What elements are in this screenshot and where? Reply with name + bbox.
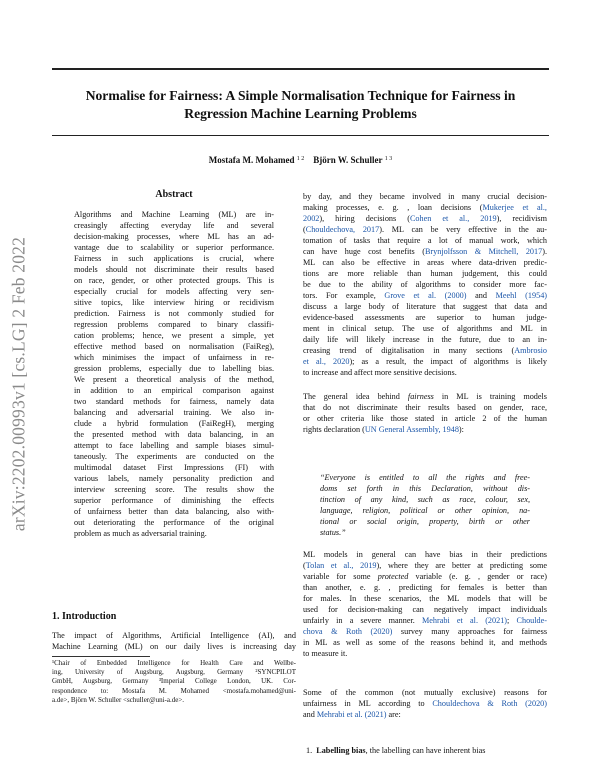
citation-link[interactable]: Tolan et al., 2019 — [305, 561, 377, 570]
abstract-line: gression problems, especially due to labelling bias. — [74, 364, 274, 373]
citation-link[interactable]: Brynjolfsson & Mitchell, 2017 — [424, 247, 543, 256]
text-line — [303, 424, 547, 435]
text-line — [303, 345, 547, 356]
title-line-1: Normalise for Fairness: A Simple Normalisation Technique for Fairness in — [85, 88, 516, 103]
footnote-line: ing, University of Augsburg, Augsburg, Germany ²SYNCPILOT — [52, 668, 296, 677]
fairness-paragraph — [303, 391, 547, 435]
text-line — [303, 391, 547, 402]
text-run: ). — [542, 247, 547, 256]
abstract-line: in addition to an empirical comparison against — [74, 386, 274, 395]
text-line — [303, 257, 547, 268]
citation-link[interactable]: Mehrabi et al. (2021) — [316, 710, 387, 719]
abstract-heading: Abstract — [155, 189, 193, 200]
abstract-line: models should not discriminate their results based — [74, 265, 274, 274]
abstract-line: vantage due to scalability or superior performance. — [74, 243, 274, 252]
text-line: than another, e. g. , predicting for females is better than — [303, 583, 547, 592]
list-item-heading: Labelling bias — [316, 746, 366, 755]
text-run: variable for some — [303, 572, 378, 581]
citation-link[interactable]: Mehrabi et al. (2021) — [421, 616, 508, 625]
text-run: can have huge cost benefits ( — [303, 247, 425, 256]
abstract-line: regression problems compared to binary classifi- — [74, 320, 274, 329]
text-run: The general idea behind — [303, 392, 408, 401]
abstract-line: on race, gender, or other protected groups. This is — [74, 276, 274, 285]
text-line — [303, 312, 547, 323]
abstract-line: prediction. Fairness is not commonly studied for — [74, 309, 274, 318]
text-line — [303, 202, 547, 213]
text-line — [303, 571, 547, 582]
text-run: unfairly in a severe manner. — [303, 616, 422, 625]
text-line — [303, 290, 547, 301]
intro-paragraph-continued — [303, 191, 547, 378]
text-line — [303, 213, 547, 224]
text-line — [303, 413, 547, 424]
citation-link[interactable]: Cohen et al., 2019 — [409, 214, 497, 223]
text-run: tions are more reliable than human judgement, this could — [303, 269, 547, 278]
text-line — [303, 235, 547, 246]
text-run: ), hiring decisions ( — [319, 214, 410, 223]
abstract-line: two standard methods for fairness, namely data — [74, 397, 274, 406]
section-heading-introduction: 1. Introduction — [52, 611, 117, 622]
abstract-line: cation problems; hence, we present a simple, yet — [74, 331, 274, 340]
quote-line: “Everyone is entitled to all the rights and free- — [320, 473, 530, 482]
list-item — [306, 746, 485, 755]
text-run: daily life will likely increase in the future, due to an in- — [303, 335, 547, 344]
text-line — [303, 268, 547, 279]
citation-link[interactable]: Grove et al. (2000) — [384, 291, 467, 300]
abstract-line: sitive topics, like interview hiring or recidivism — [74, 298, 274, 307]
text-line — [303, 626, 547, 637]
intro-paragraph — [52, 630, 296, 652]
citation-link[interactable]: Mukerjee et al., — [482, 203, 547, 212]
text-line — [303, 402, 547, 413]
text-line — [303, 279, 547, 290]
text-line: Some of the common (not mutually exclusive) reasons for — [303, 688, 547, 697]
abstract-line: especially crucial for models affecting very sen- — [74, 287, 274, 296]
text-run: ); as a result, the impact of algorithms is likely — [349, 357, 547, 366]
citation-link[interactable]: UN General Assembly, 1948 — [364, 425, 459, 434]
text-run: tors. For example, — [303, 291, 385, 300]
text-line: in ML as well as some of the reasons behind it, and methods — [303, 638, 547, 647]
text-run: that do not discriminate their results based on gender, race, — [303, 403, 547, 412]
text-run: ; — [507, 616, 517, 625]
abstract-line: clude a hybrid formulation (FaiRegH), merging — [74, 419, 274, 428]
title-line-2: Regression Machine Learning Problems — [184, 106, 417, 121]
text-run: ), where they are better at predicting some — [376, 561, 547, 570]
text-run: ). ML can be very effective in the au- — [379, 225, 547, 234]
abstract-line: effective method based on normalisation (FaiReg), — [74, 342, 274, 351]
reasons-paragraph — [303, 687, 547, 720]
author-1: Mostafa M. Mohamed — [208, 155, 295, 165]
emphasis: protected — [377, 572, 409, 581]
abstract-line: various labels, namely personality prediction and — [74, 474, 274, 483]
citation-link[interactable]: Choulde- — [516, 616, 547, 625]
text-run: rights declaration ( — [303, 425, 365, 434]
text-line: (Tolan et al., 2019), where they are better at predicting some — [303, 561, 547, 570]
abstract-line: out deteriorating the performance of the original — [74, 518, 274, 527]
footnote-line: respondence to: Mostafa M. Mohamed <mostafa.mohamed@uni- — [52, 686, 296, 695]
abstract-line: Fairness in such applications is crucial, where — [74, 254, 274, 263]
abstract-line: multimodal dataset First Impressions (FI) with — [74, 463, 274, 472]
text-run: ment in clinical setup. The use of algorithms and ML in — [303, 324, 547, 333]
title-bottom-rule — [52, 135, 549, 136]
quote-line: tional or social origin, property, birth or other — [320, 517, 530, 526]
abstract-line: decision-making processes, where ML has an ad- — [74, 232, 274, 241]
text-run: ): — [458, 425, 464, 434]
text-line: (Chouldechova, 2017). ML can be very effective in the au- — [303, 225, 547, 234]
author-list — [52, 155, 549, 165]
abstract-body — [74, 209, 274, 539]
quote-line: tinction of any kind, such as race, colour, sex, — [320, 495, 530, 504]
author-2: Björn W. Schuller — [313, 155, 383, 165]
text-run: creasing trend of digitalisation in many sections ( — [303, 346, 515, 355]
abstract-line: We present a theoretical analysis of the method, — [74, 375, 274, 384]
text-run: unfairness in ML according to — [303, 699, 433, 708]
text-line — [303, 698, 547, 709]
text-line: for males. In these scenarios, the ML models that will be — [303, 594, 547, 603]
arxiv-stamp-text: arXiv:2202.00993v1 [cs.LG] 2 Feb 2022 — [8, 236, 29, 532]
text-run: in ML is training models — [433, 392, 547, 401]
citation-link[interactable]: Ambrosio — [514, 346, 547, 355]
text-line — [303, 356, 547, 367]
citation-link[interactable]: 2002 — [303, 214, 320, 223]
text-line — [303, 301, 547, 312]
text-line — [303, 709, 547, 720]
footnote-line: GmbH, Augsburg, Germany ³Imperial College London, UK. Cor- — [52, 677, 296, 686]
text-run: to increase and affect more sensitive decisions. — [303, 368, 457, 377]
text-run: or other criteria like those stated in article 2 of the human — [303, 414, 547, 423]
intro-line: The impact of Algorithms, Artificial Intelligence (AI), and — [52, 631, 296, 640]
text-run: by day, and they became involved in many crucial decision- — [303, 192, 547, 201]
citation-link[interactable]: et al., 2020 — [303, 357, 350, 366]
footnote-line: ¹Chair of Embedded Intelligence for Health Care and Wellbe- — [52, 659, 296, 667]
text-line: ML models in general can have bias in their predictions — [303, 550, 547, 559]
list-item-number: 1. — [306, 746, 313, 755]
abstract-line: creasingly affecting everyday life and several — [74, 221, 274, 230]
list-item-text: , the labelling can have inherent bias — [365, 746, 486, 755]
paper-title — [52, 87, 549, 123]
citation-link[interactable]: Meehl (1954) — [495, 291, 547, 300]
bias-paragraph — [303, 549, 547, 659]
quote-line: status.” — [320, 528, 346, 537]
text-run: ), recidivism — [496, 214, 547, 223]
text-run: are: — [386, 710, 401, 719]
text-run: ML can also be effective in areas where data-driven predic- — [303, 258, 547, 267]
text-line — [303, 367, 547, 378]
author-1-affil: 1 2 — [296, 156, 305, 162]
abstract-line: Algorithms and Machine Learning (ML) are in- — [74, 210, 274, 219]
intro-line: Machine Learning (ML) on our daily lives is increasing day — [52, 642, 296, 651]
quote-line: doms set forth in this Declaration, without dis- — [320, 484, 530, 493]
top-rule — [52, 68, 549, 70]
text-line — [303, 191, 547, 202]
text-line: to measure it. — [303, 649, 348, 658]
author-2-affil: 1 3 — [384, 156, 393, 162]
abstract-line: which minimises the impact of unfairness in re- — [74, 353, 274, 362]
citation-link[interactable]: Chouldechova & Roth (2020) — [432, 699, 547, 708]
abstract-line: problem as much as adversarial training. — [74, 529, 207, 538]
text-run: evidence-based assessments are superior to human judge- — [303, 313, 547, 322]
abstract-line: interview screening score. The results show the — [74, 485, 274, 494]
emphasis: fairness — [407, 392, 434, 401]
quote-line: language, religion, political or other opinion, na- — [320, 506, 530, 515]
text-run: and — [303, 710, 317, 719]
text-line — [303, 323, 547, 334]
text-run: making processes, e. g. , loan decisions ( — [303, 203, 483, 212]
text-line: used for decision-making can negatively impact individuals — [303, 605, 547, 614]
text-run: survey many approaches for fairness — [392, 627, 547, 636]
text-line — [303, 246, 547, 257]
abstract-line: of unfairness better than data balancing, also with- — [74, 507, 274, 516]
abstract-line: the presented method with data balancing, in an — [74, 430, 274, 439]
text-line — [303, 334, 547, 345]
abstract-line: superior performance of diminishing the effects — [74, 496, 274, 505]
citation-link[interactable]: chova & Roth (2020) — [303, 627, 393, 636]
footnote-line: a.de>, Björn W. Schuller <schuller@uni-a.de>. — [52, 695, 185, 704]
abstract-line: taneously. The experiments are conducted on the — [74, 452, 274, 461]
text-run: be due to the ability of algorithms to consider more fac- — [303, 280, 547, 289]
text-run: and — [466, 291, 496, 300]
text-run: tomation of tasks that require a lot of manual work, which — [303, 236, 547, 245]
citation-link[interactable]: Chouldechova, 2017 — [305, 225, 380, 234]
abstract-line: balancing and adversarial training. We also in- — [74, 408, 274, 417]
footnote-rule — [52, 656, 150, 657]
text-run: discuss a large body of literature that suggest that data and — [303, 302, 547, 311]
text-run: variable (e. g. , gender or race) — [408, 572, 547, 581]
affiliation-footnote — [52, 659, 296, 705]
abstract-line: attempt to face labelling and sample biases simul- — [74, 441, 274, 450]
text-line — [303, 615, 547, 626]
un-declaration-quote — [320, 472, 530, 538]
